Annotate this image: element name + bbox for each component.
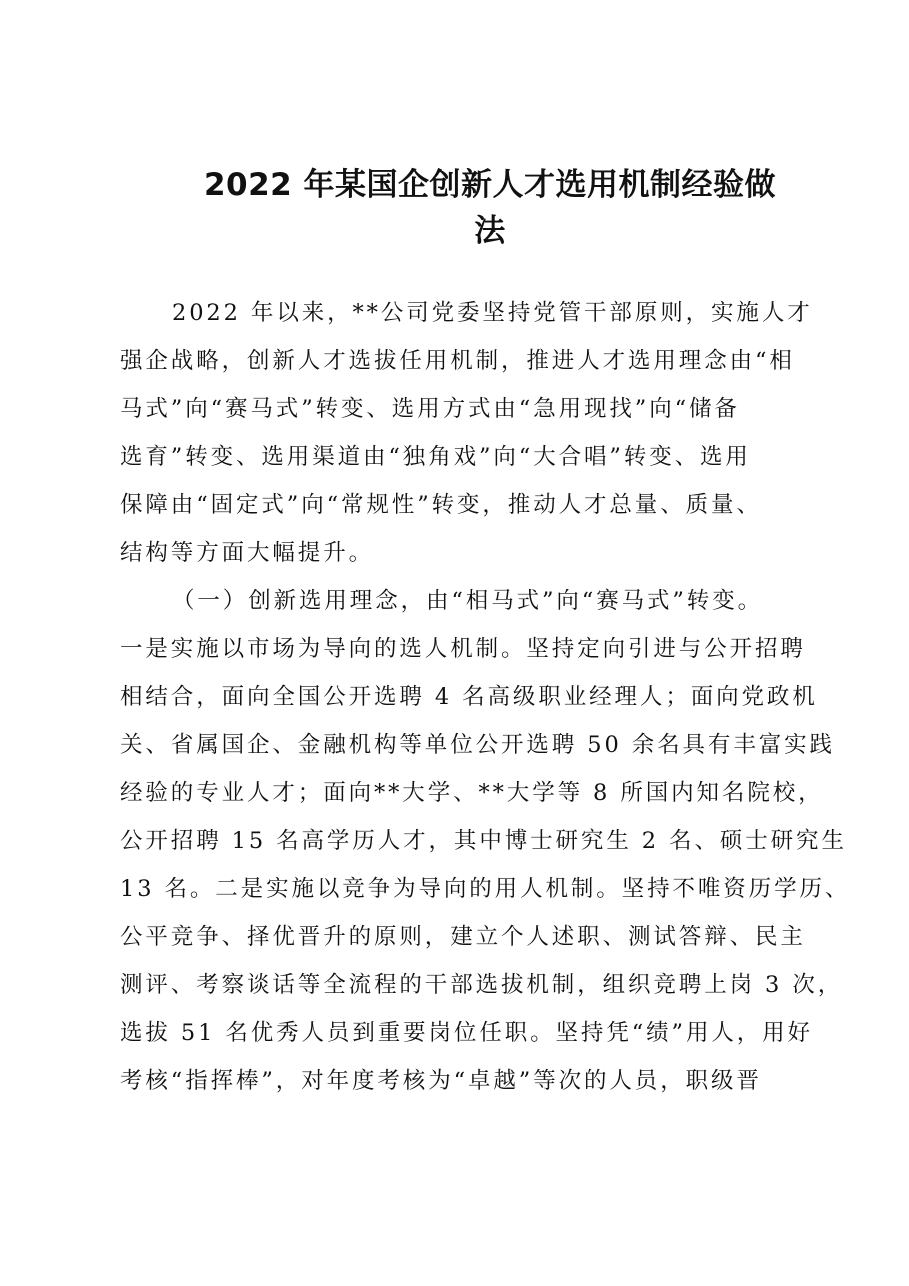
paragraph-line: 经验的专业人才；面向**大学、**大学等 8 所国内知名院校，: [120, 780, 824, 806]
paragraph-line: 13 名。二是实施以竞争为导向的用人机制。坚持不唯资历学历、: [120, 876, 851, 902]
paragraph-line: 结构等方面大幅提升。: [120, 540, 375, 566]
paragraph-line: 相结合，面向全国公开选聘 4 名高级职业经理人；面向党政机: [120, 684, 818, 710]
paragraph-line: 公开招聘 15 名高学历人才，其中博士研究生 2 名、硕士研究生: [120, 828, 847, 854]
paragraph-line: 公平竞争、择优晋升的原则，建立个人述职、测试答辩、民主: [120, 924, 806, 950]
paragraph-line: 一是实施以市场为导向的选人机制。坚持定向引进与公开招聘: [120, 636, 806, 662]
document-title-line-2: 法: [474, 213, 506, 249]
section-heading-line: （一）创新选用理念，由“相马式”向“赛马式”转变。: [172, 588, 764, 614]
paragraph-line: 马式”向“赛马式”转变、选用方式由“急用现找”向“储备: [120, 396, 740, 422]
paragraph-line: 考核“指挥棒”，对年度考核为“卓越”等次的人员，职级晋: [120, 1068, 762, 1094]
paragraph-line: 选育”转变、选用渠道由“独角戏”向“大合唱”转变、选用: [120, 444, 751, 470]
paragraph-line: 选拔 51 名优秀人员到重要岗位任职。坚持凭“绩”用人，用好: [120, 1020, 813, 1046]
paragraph-line: 关、省属国企、金融机构等单位公开选聘 50 余名具有丰富实践: [120, 732, 835, 758]
document-title-line-1: 2022 年某国企创新人才选用机制经验做: [203, 167, 777, 203]
paragraph-line: 2022 年以来，**公司党委坚持党管干部原则，实施人才: [172, 300, 813, 326]
paragraph-line: 强企战略，创新人才选拔任用机制，推进人才选用理念由“相: [120, 348, 795, 374]
paragraph-line: 测评、考察谈话等全流程的干部选拔机制，组织竞聘上岗 3 次，: [120, 972, 844, 998]
paragraph-line: 保障由“固定式”向“常规性”转变，推动人才总量、质量、: [120, 492, 762, 518]
